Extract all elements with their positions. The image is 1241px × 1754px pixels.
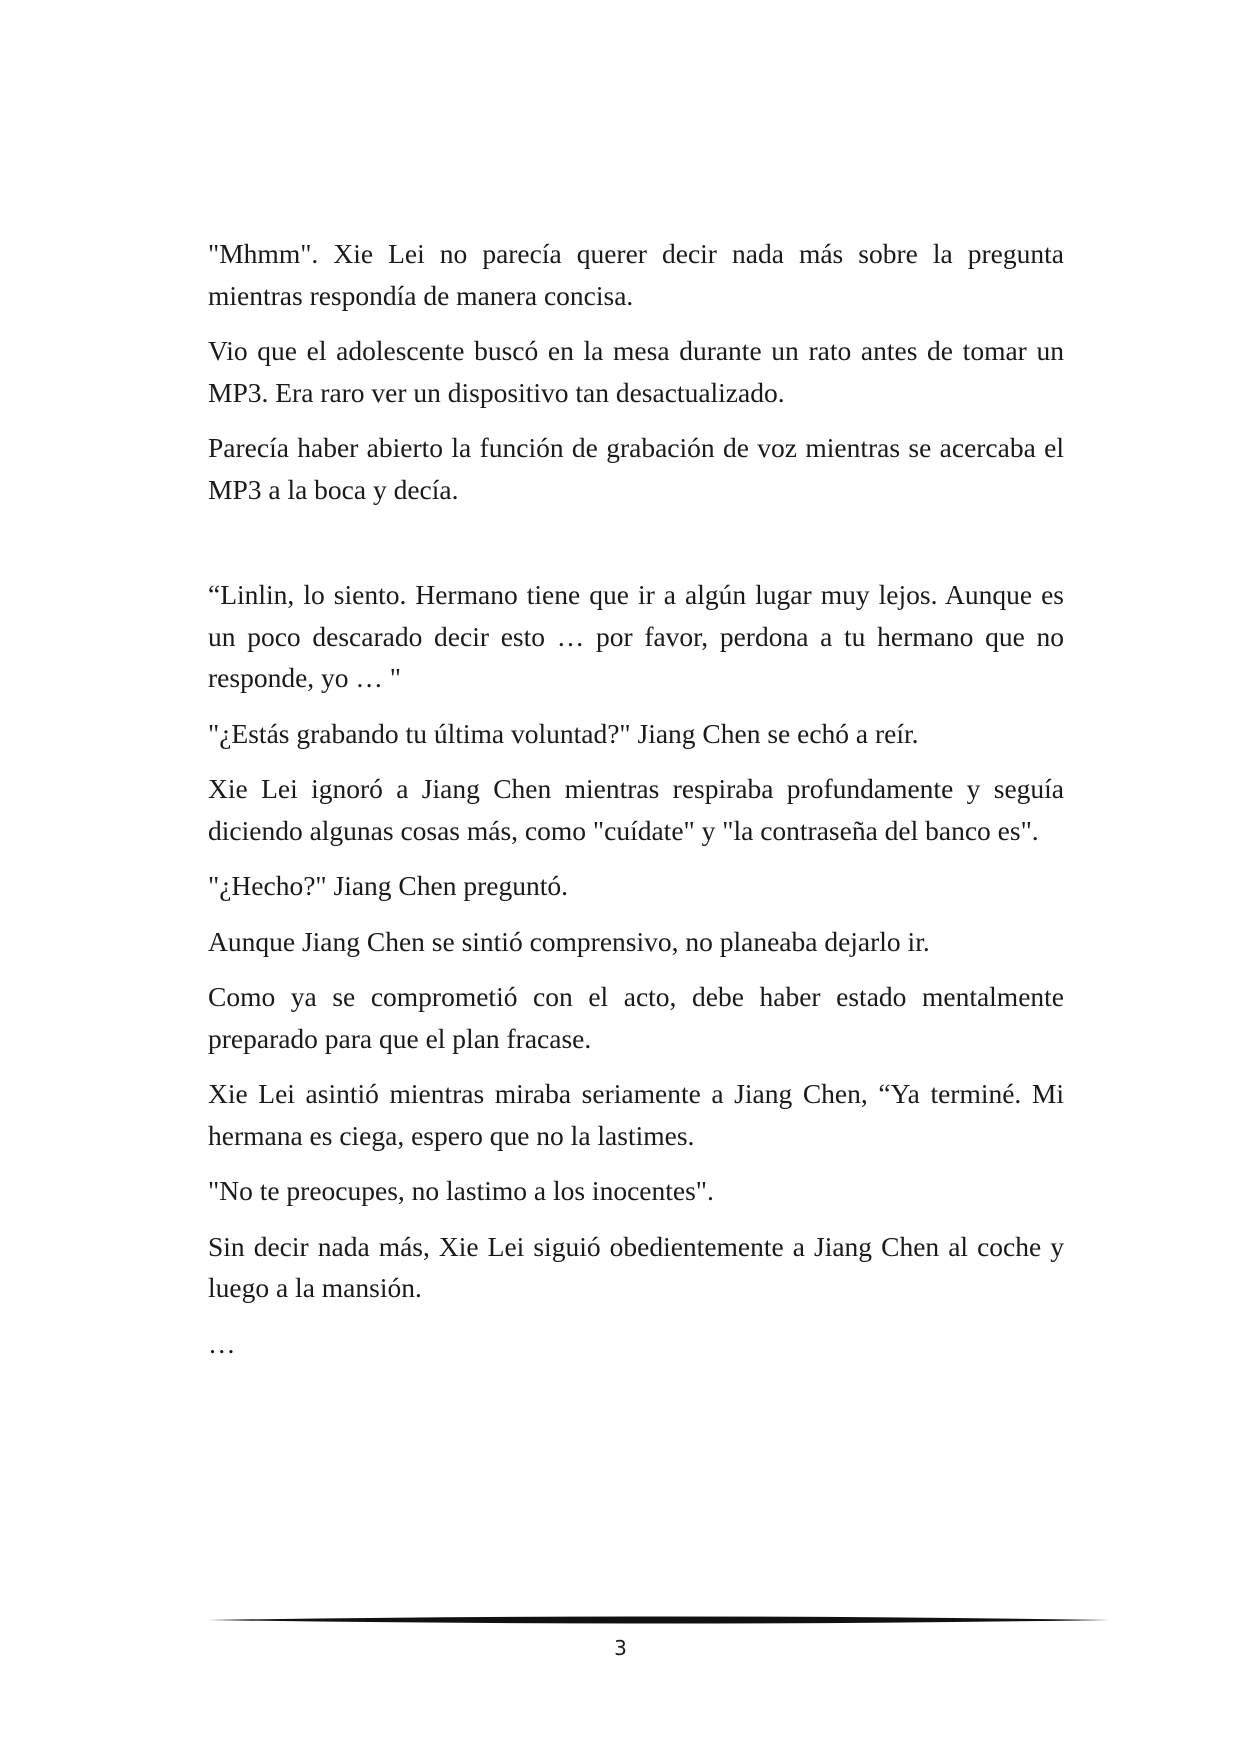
paragraph: "¿Estás grabando tu última voluntad?" Jiang Chen se echó a reír. <box>208 717 919 749</box>
paragraph: "No te preocupes, no lastimo a los inocentes". <box>208 1175 714 1206</box>
paragraph: Vio que el adolescente buscó en la mesa durante un rato antes de tomar un MP3. Era raro ver un dispositivo tan desactualizado. <box>208 335 1064 408</box>
paragraph: Sin decir nada más, Xie Lei siguió obedientemente a Jiang Chen al coche y luego a la mansión. <box>208 1230 1064 1303</box>
page-body <box>208 233 1064 1378</box>
section-gap <box>208 524 1064 574</box>
ellipsis: … <box>208 1327 236 1359</box>
paragraph: Aunque Jiang Chen se sintió comprensivo, no planeaba dejarlo ir. <box>208 925 930 957</box>
paragraph: "¿Hecho?" Jiang Chen preguntó. <box>208 870 568 901</box>
page-number: 3 <box>614 1636 627 1660</box>
paragraph: "Mhmm". Xie Lei no parecía querer decir nada más sobre la pregunta mientras respondía de manera concisa. <box>208 238 1064 311</box>
paragraph: “Linlin, lo siento. Hermano tiene que ir a algún lugar muy lejos. Aunque es un poco descarado decir esto … por favor, perdona a tu hermano que no responde, yo … " <box>208 579 1064 693</box>
footer-divider <box>208 1614 1110 1626</box>
paragraph: Como ya se comprometió con el acto, debe haber estado mentalmente preparado para que el plan fracase. <box>208 981 1064 1054</box>
paragraph: Xie Lei ignoró a Jiang Chen mientras respiraba profundamente y seguía diciendo algunas cosas más, como "cuídate" y "la contraseña del banco es". <box>208 773 1064 846</box>
paragraph: Parecía haber abierto la función de grabación de voz mientras se acercaba el MP3 a la boca y decía. <box>208 432 1064 505</box>
paragraph: Xie Lei asintió mientras miraba seriamente a Jiang Chen, “Ya terminé. Mi hermana es ciega, espero que no la lastimes. <box>208 1078 1064 1151</box>
